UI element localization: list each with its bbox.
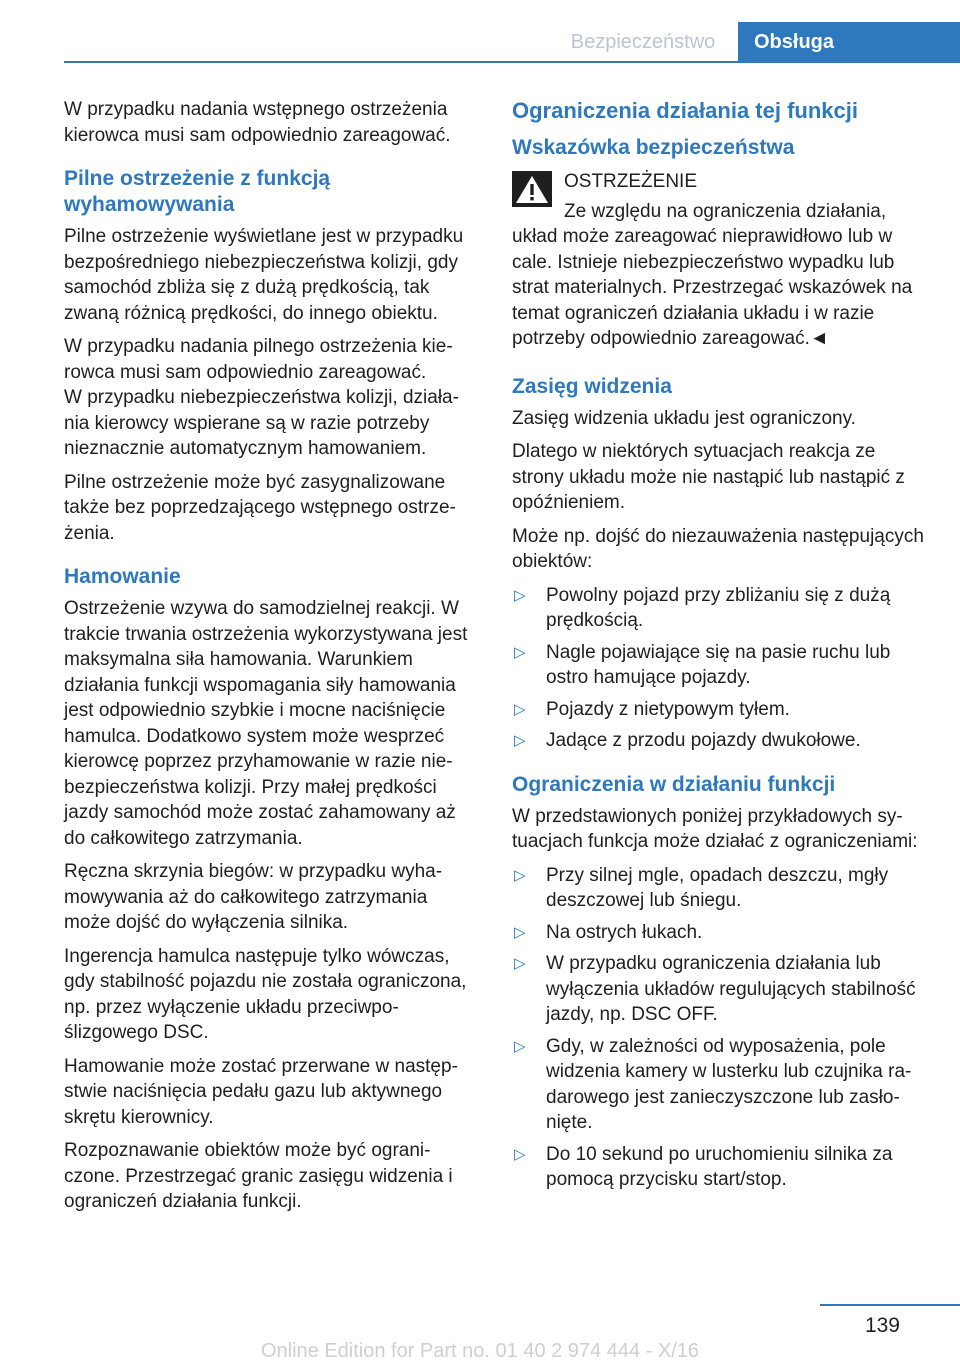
- list-item-text: Gdy, w zależności od wyposażenia, pole widzenia kamery w lusterku lub czujnika radarowego jest zanieczyszczone lub zasłonięte.: [546, 1035, 912, 1133]
- bullet-triangle-icon: ▷: [514, 732, 526, 749]
- edition-footer: Online Edition for Part no. 01 40 2 974 444 - X/16: [260, 1340, 700, 1362]
- list-item: [512, 863, 924, 914]
- heading-function-limits: Ograniczenia działania tej funkcji: [512, 98, 858, 123]
- paragraph: Może np. dojść do niezauważenia następujących obiektów:: [512, 525, 924, 572]
- list-item-text: Nagle pojawiające się na pasie ruchu lub ostro hamujące pojazdy.: [546, 641, 891, 688]
- page-header: [0, 0, 960, 62]
- section-tab: Bezpieczeństwo: [570, 31, 716, 53]
- bullet-triangle-icon: ▷: [514, 643, 526, 661]
- right-column: [512, 97, 924, 1201]
- warning-box: [512, 169, 924, 352]
- paragraph: Ingerencja hamulca następuje tylko wówczas, gdy stabilność pojazdu nie została ograniczona, np. przez wyłączenie układu przeciwpoślizgowego DSC.: [64, 945, 467, 1043]
- left-column: [64, 97, 476, 1223]
- bullet-list-objects: [512, 583, 924, 754]
- footer-divider: [820, 1304, 960, 1306]
- paragraph: Pilne ostrzeżenie wyświetlane jest w przypadku bezpośredniego niebezpieczeństwa kolizji, gdy samochód zbliża się z dużą prędkością, tak zwaną różnicą prędkości, do innego obiektu.: [64, 226, 464, 324]
- heading-field-of-view: Zasięg widzenia: [512, 374, 672, 398]
- heading-safety-note: Wskazówka bezpieczeństwa: [512, 136, 795, 159]
- heading-urgent-warning: Pilne ostrzeżenie z funkcją wyhamowywania: [64, 167, 331, 216]
- paragraph: Pilne ostrzeżenie może być zasygnalizowane także bez poprzedzającego wstępnego ostrzeżenia.: [64, 471, 456, 544]
- list-item: [512, 1142, 924, 1193]
- list-item-text: W przypadku ograniczenia działania lub wyłączenia układów regulujących stabilność jazdy, np. DSC OFF.: [546, 953, 916, 1025]
- bullet-triangle-icon: ▷: [514, 700, 526, 718]
- list-item: [512, 920, 924, 946]
- paragraph-line: W przypadku nadania pilnego ostrzeżenia kierowca musi sam odpowiednio zareagować.: [64, 336, 453, 383]
- warning-title: OSTRZEŻENIE: [564, 171, 698, 192]
- page-number: 139: [864, 1314, 900, 1337]
- paragraph: Ostrzeżenie wzywa do samodzielnej reakcji. W trakcie trwania ostrzeżenia wykorzystywana jest maksymalna siła hamowania. Warunkiem działania funkcji wspomagania siły hamowania jest odpowiednio szybkie i mocne naciśnięcie hamulca. Dodatkowo system może wesprzeć kierowcę poprzez przyhamowanie w razie niebezpieczeństwa kolizji. Przy małej prędkości jazdy samochód może zostać zahamowany aż do całkowitego zatrzymania.: [64, 598, 468, 849]
- list-item: [512, 728, 924, 754]
- heading-operating-limits: Ograniczenia w działaniu funkcji: [512, 772, 836, 796]
- list-item-text: Do 10 sekund po uruchomieniu silnika za pomocą przycisku start/stop.: [546, 1143, 893, 1190]
- paragraph: Ręczna skrzynia biegów: w przypadku wyhamowywania aż do całkowitego zatrzymania może dojść do wyłączenia silnika.: [64, 861, 443, 933]
- list-item-text: Przy silnej mgle, opadach deszczu, mgły deszczowej lub śniegu.: [546, 864, 889, 911]
- paragraph-line: W przypadku niebezpieczeństwa kolizji, działania kierowcy wspierane są w razie potrzeby nieznacznie automatycznym hamowaniem.: [64, 387, 459, 459]
- header-divider: [64, 61, 960, 63]
- bullet-triangle-icon: ▷: [514, 1037, 526, 1055]
- warning-text: Ze względu na ograniczenia działania, układ może zareagować nieprawidłowo lub w cale. Istnieje niebezpieczeństwo wypadku lub strat materialnych. Przestrzegać wskazówek na temat ograniczeń działania układu i w razie potrzeby odpowiednio zareagować.◄: [512, 200, 913, 349]
- paragraph: Hamowanie może zostać przerwane w następstwie naciśnięcia pedału gazu lub aktywnego skrętu kierownicy.: [64, 1055, 458, 1128]
- bullet-triangle-icon: ▷: [514, 955, 526, 972]
- warning-triangle-icon: [512, 171, 552, 207]
- list-item: [512, 640, 924, 691]
- paragraph: W przedstawionych poniżej przykładowych sytuacjach funkcja może działać z ograniczeniami:: [512, 805, 918, 852]
- bullet-list-conditions: [512, 863, 924, 1193]
- bullet-triangle-icon: ▷: [514, 866, 526, 884]
- paragraph: W przypadku nadania wstępnego ostrzeżenia kierowca musi sam odpowiednio zareagować.: [64, 99, 451, 146]
- list-item: [512, 583, 924, 634]
- list-item: [512, 1034, 924, 1136]
- heading-braking: Hamowanie: [64, 565, 181, 588]
- list-item-text: Na ostrych łukach.: [546, 921, 703, 943]
- list-item: [512, 951, 924, 1028]
- list-item: [512, 697, 924, 723]
- paragraph: Dlatego w niektórych sytuacjach reakcja ze strony układu może nie nastąpić lub nastąpić z opóźnieniem.: [512, 441, 905, 513]
- list-item-text: Pojazdy z nietypowym tyłem.: [546, 698, 790, 720]
- list-item-text: Powolny pojazd przy zbliżaniu się z dużą prędkością.: [546, 584, 891, 631]
- chapter-tab: Obsługa: [738, 22, 960, 62]
- paragraph: [64, 334, 476, 462]
- list-item-text: Jadące z przodu pojazdy dwukołowe.: [546, 730, 861, 751]
- bullet-triangle-icon: ▷: [514, 586, 526, 604]
- bullet-triangle-icon: ▷: [514, 1145, 526, 1163]
- bullet-triangle-icon: ▷: [514, 923, 526, 941]
- paragraph: Zasięg widzenia układu jest ograniczony.: [512, 407, 856, 429]
- paragraph: Rozpoznawanie obiektów może być ograniczone. Przestrzegać granic zasięgu widzenia i ograniczeń działania funkcji.: [64, 1140, 453, 1212]
